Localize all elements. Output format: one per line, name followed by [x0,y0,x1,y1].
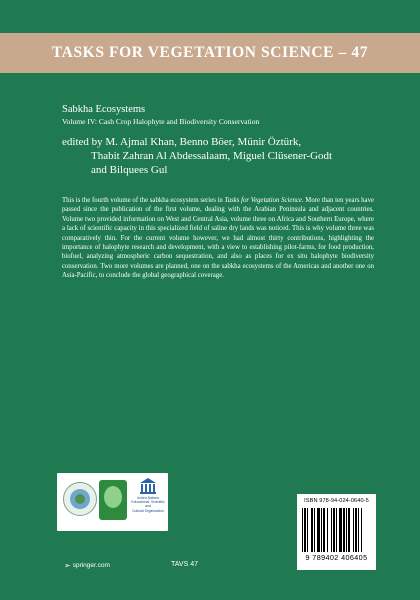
editors-block [62,135,332,177]
barcode-stripe [355,508,357,552]
barcode-stripe [307,508,308,552]
leaf-icon [104,486,122,508]
description-text [62,196,374,281]
unesco-logo [130,476,166,528]
barcode-stripe [331,508,332,552]
description-part-1: This is the fourth volume of the sabkha ecosystem series in [62,197,225,204]
unesco-caption [130,496,166,513]
barcode-stripe [343,508,345,552]
barcode-stripe [311,508,313,552]
barcode-bars [302,508,372,552]
barcode-stripe [314,508,315,552]
barcode-stripe [304,508,306,552]
publisher-url: springer.com [72,562,110,569]
barcode-stripe [348,508,350,552]
barcode-panel [297,494,376,570]
barcode-stripe [358,508,359,552]
unesco-temple-icon [140,478,156,494]
description-series-name: Tasks for Vegetation Science [224,197,302,204]
partner-logos-panel [57,473,168,531]
description-part-2: . More than ten years have passed since the publication of the first volume, dealing with the Arabian Peninsula and adjacent countries. Volume two provided information on West and Central Asia, volume three on Africa and Southern Europe, where a lack of scientific capacity in this specialized field of saline dry lands was noticed. This is why volume three was comparatively thin. For the current volume however, we had almost thirty contributions, highlighting the importance of halophyte research and development, with a view to establishing pilot-farms, for food production, biofuel, analyzing atmospheric carbon sequestration, and also as places for ex situ halophyte biodiversity conservation. Two more volumes are planned, one on the sabkha ecosystems of the Americas and another one on Asia-Pacific, to conclude the global geographical coverage. [62,197,374,280]
society-seal-logo [63,482,97,516]
unesco-caption-line-1: United Nations [136,496,160,500]
cover-top-edge [0,0,420,33]
barcode-stripe [339,508,342,552]
barcode-stripe [317,508,320,552]
barcode-stripe [333,508,335,552]
book-title: Sabkha Ecosystems [62,104,146,115]
editors-line-2: Thabit Zahran Al Abdessalaam, Miguel Clüsener-Godt [91,150,333,162]
editors-line-1: edited by M. Ajmal Khan, Benno Böer, Münir Öztürk, [62,136,302,148]
institute-leaf-logo [99,480,127,520]
publisher-link[interactable] [64,561,110,570]
barcode-stripe [323,508,325,552]
book-subtitle: Volume IV: Cash Crop Halophyte and Biodiversity Conservation [62,117,260,126]
unesco-caption-line-2: Educational, Scientific and [131,500,165,509]
ean-number: 9 789402 406405 [305,553,368,562]
isbn-number: ISBN 978-94-024-0640-5 [304,498,369,504]
springer-horse-icon: ➢ [64,561,71,570]
editors-line-3: and Bilquees Gul [91,164,168,176]
barcode-stripe [346,508,347,552]
seal-core [75,494,85,504]
barcode-stripe [302,508,303,552]
barcode-stripe [321,508,322,552]
barcode-stripe [336,508,337,552]
series-band [0,33,420,73]
barcode-stripe [353,508,354,552]
barcode-stripe [361,508,362,552]
series-title: TASKS FOR VEGETATION SCIENCE – 47 [51,44,369,61]
series-code: TAVS 47 [171,561,198,568]
unesco-caption-line-3: Cultural Organization [132,508,164,513]
barcode-stripe [327,508,328,552]
